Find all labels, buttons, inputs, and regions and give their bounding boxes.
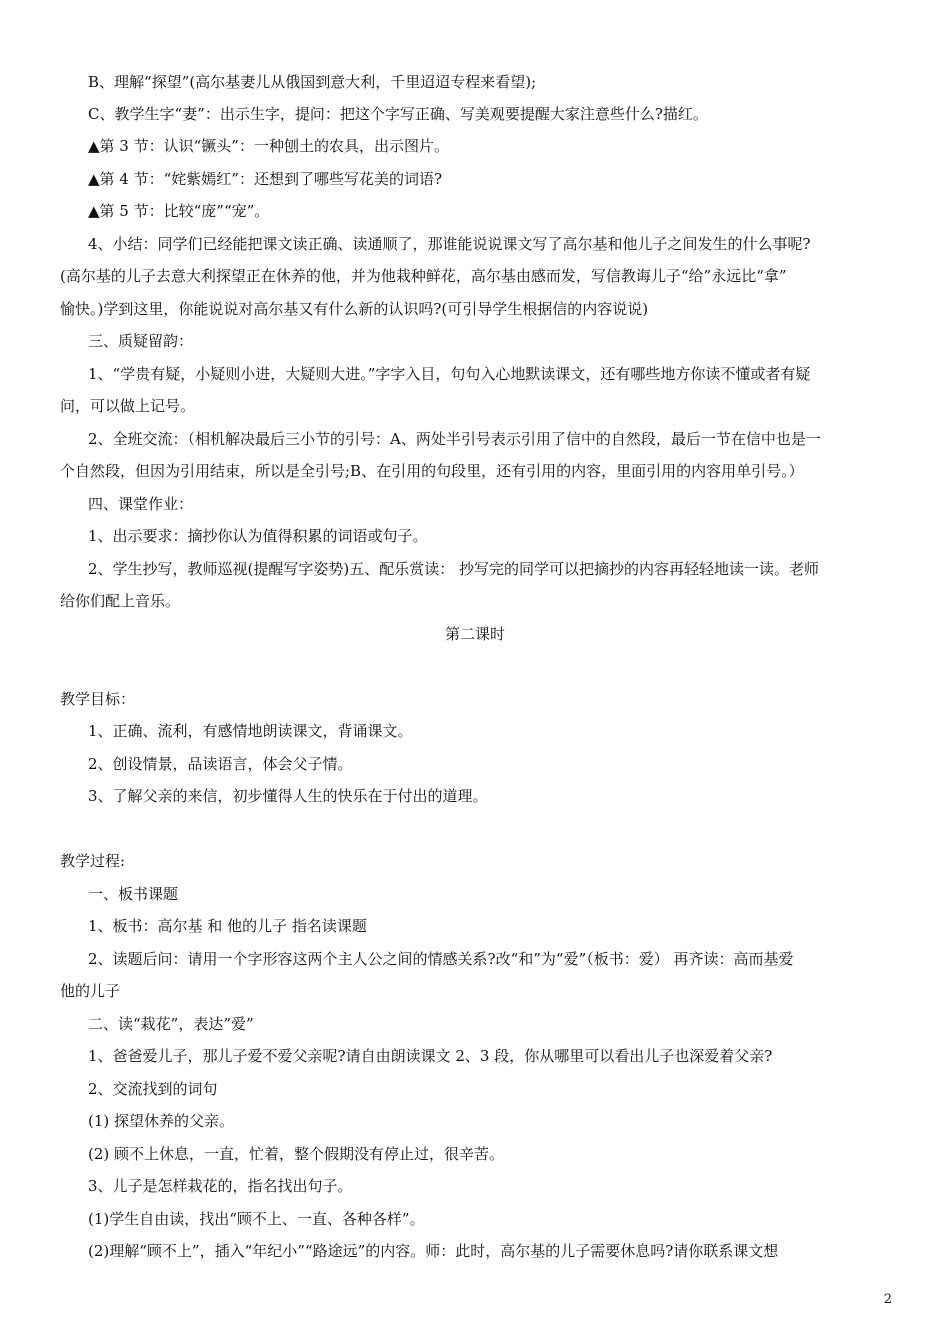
text-line: 2、读题后问：请用一个字形容这两个主人公之间的情感关系?改“和”为“爱”（板书：爱） 再齐读：高而基爱 <box>88 950 794 968</box>
text-line: ▲第 3 节：认识“镢头”：一种刨土的农具，出示图片。 <box>88 137 449 155</box>
text-line: 2、交流找到的词句 <box>88 1080 218 1098</box>
text-line: (2)理解“顾不上”，插入“年纪小”“路途远”的内容。师：此时，高尔基的儿子需要休息吗?请你联系课文想 <box>88 1242 779 1260</box>
text-line: C、教学生字“妻”：出示生字，提问：把这个字写正确、写美观要提醒大家注意些什么?描红。 <box>88 105 708 123</box>
text-line: 给你们配上音乐。 <box>60 592 181 610</box>
text-line: 2、全班交流：（相机解决最后三小节的引号：A、两处半引号表示引用了信中的自然段，最后一节在信中也是一 <box>88 430 821 448</box>
section-heading: 四、课堂作业： <box>88 495 194 513</box>
section-heading: 一、板书课题 <box>88 885 179 903</box>
text-line: 个自然段，但因为引用结束，所以是全引号;B、在引用的句段里，还有引用的内容，里面引用的内容用单引号。） <box>60 462 804 480</box>
section-heading: 二、读“栽花”，表达”爱” <box>88 1015 254 1033</box>
text-line: 问，可以做上记号。 <box>60 397 196 415</box>
text-line: 3、儿子是怎样栽花的，指名找出句子。 <box>88 1177 353 1195</box>
text-line: B、理解“探望”(高尔基妻儿从俄国到意大利，千里迢迢专程来看望); <box>88 73 537 91</box>
section-heading: 教学过程: <box>60 852 126 870</box>
text-line: (2) 顾不上休息，一直，忙着，整个假期没有停止过，很辛苦。 <box>88 1145 505 1163</box>
text-line: 4、小结：同学们已经能把课文读正确、读通顺了，那谁能说说课文写了高尔基和他儿子之间发生的什么事呢? <box>88 235 811 253</box>
text-line: 1、板书：高尔基 和 他的儿子 指名读课题 <box>88 917 367 935</box>
text-line: 2、创设情景，品读语言，体会父子情。 <box>88 755 353 773</box>
text-line: 愉快。)学到这里，你能说说对高尔基又有什么新的认识吗?(可引导学生根据信的内容说说) <box>60 300 649 318</box>
text-line: 3、了解父亲的来信，初步懂得人生的快乐在于付出的道理。 <box>88 787 488 805</box>
text-line: 他的儿子 <box>60 982 121 1000</box>
text-line: 2、学生抄写，教师巡视(提醒写字姿势)五、配乐赏读： 抄写完的同学可以把摘抄的内容再轻轻地读一读。老师 <box>88 560 820 578</box>
text-line: (高尔基的儿子去意大利探望正在休养的他，并为他栽种鲜花，高尔基由感而发，写信教诲儿子“给”永远比“拿” <box>60 267 787 285</box>
lesson-title: 第二课时 <box>444 625 505 643</box>
text-line: (1) 探望休养的父亲。 <box>88 1112 235 1130</box>
page-number: 2 <box>883 1292 892 1307</box>
text-line: ▲第 5 节：比较“庞”“宠”。 <box>88 202 270 220</box>
text-line: (1)学生自由读，找出“顾不上、一直、各种各样”。 <box>88 1210 425 1228</box>
section-heading: 教学目标： <box>60 690 136 708</box>
text-line: ▲第 4 节：“姹紫嫣红”：还想到了哪些写花美的词语? <box>88 170 442 188</box>
text-line: 1、出示要求：摘抄你认为值得积累的词语或句子。 <box>88 527 428 545</box>
text-line: 1、爸爸爱儿子，那儿子爱不爱父亲呢?请自由朗读课文 2、3 段，你从哪里可以看出儿子也深爱着父亲? <box>88 1047 773 1065</box>
text-line: 1、正确、流利，有感情地朗读课文，背诵课文。 <box>88 722 413 740</box>
text-line: 1、“学贵有疑，小疑则小进，大疑则大进。”字字入目，句句入心地默读课文，还有哪些地方你读不懂或者有疑 <box>88 365 811 383</box>
section-heading: 三、质疑留韵： <box>88 332 194 350</box>
